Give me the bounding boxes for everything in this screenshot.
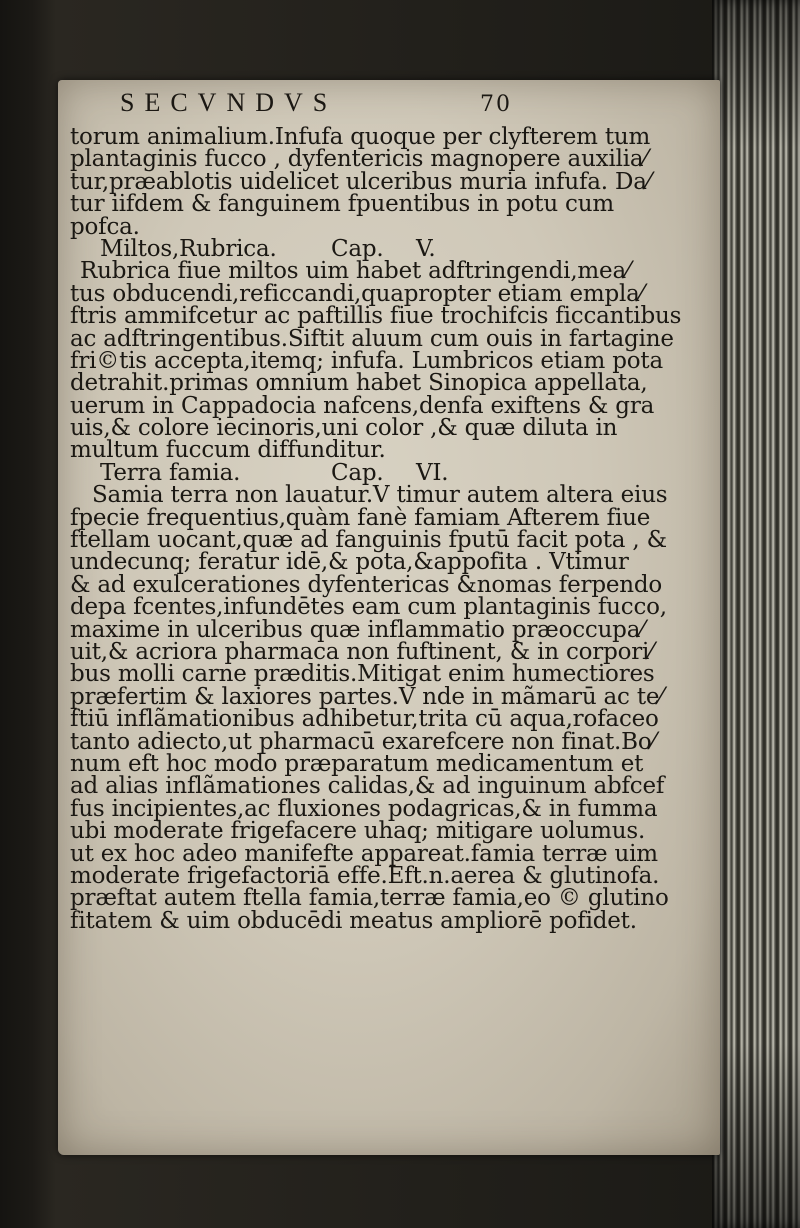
text-line: torum animalium.Infufa quoque per clyfterem tum [70,124,651,150]
text-line: ad alias inflãmationes calidas,& ad inguinum abfcef [70,773,665,800]
text-line: fpecie frequentius,quàm fanè famiam Afterem fiue [70,504,651,531]
text-line: fitatem & uim obducēdi meatus ampliorē pofidet. [70,907,637,934]
text-line: præftat autem ftella famia,terræ famia,eo © glutino [70,885,669,912]
text-line: tanto adiecto,ut pharmacū exarefcere non finat.Bo⁄ [70,728,656,755]
text-line: uit,& acriora pharmaca non fuftinent, & in corpori⁄ [70,638,653,665]
text-line: ut ex hoc adeo manifefte appareat.famia terræ uim [70,840,658,867]
text-line: ftellam uocant,quæ ad fanguinis fputū facit pota , & [70,527,667,554]
text-line: ftiū inflãmationibus adhibetur,trita cū aqua,rofaceo [70,706,659,733]
text-line: ftris ammifcetur ac paftillis fiue trochifcis ficcantibus [70,303,682,330]
text-line: & ad exulcerationes dyfentericas &nomas ferpendo [70,571,663,598]
text-line: num eft hoc modo præparatum medicamentum et [70,750,644,777]
text-line: fus incipientes,ac fluxiones podagricas,& in fumma [70,795,658,822]
text-line: depa fcentes,infundētes eam cum plantaginis fucco, [70,594,667,621]
text-line: detrahit.primas omnium habet Sinopica appellata, [70,370,648,397]
text-line: uerum in Cappadocia nafcens,denfa exiftens & gra [70,392,655,419]
chapter-heading-6 [70,459,710,486]
text-line: uis,& colore iecinoris,uni color ,& quæ diluta in [70,415,618,442]
text-line: undecunq; feratur idē,& pota,&appofita . Vtimur [70,549,629,576]
text-line: Rubrica fiue miltos uim habet adftringendi,mea⁄ [80,258,630,285]
text-line: moderate frigefactoriā effe.Eft.n.aerea & glutinofa. [70,862,660,889]
gutter-shadow [712,0,800,1228]
text-line: fri©tis accepta,itemq; infufa. Lumbricos etiam pota [70,347,663,374]
text-line: pofca. [70,213,140,240]
chapter-heading-number: V. [416,235,436,262]
running-title: SECVNDVS [120,88,338,117]
page-number: 70 [480,92,512,117]
page-text [70,88,710,932]
text-line: tus obducendi,reficcandi,quapropter etiam empla⁄ [70,280,644,307]
text-line: ubi moderate frigefacere uhaq; mitigare uolumus. [70,818,646,845]
text-line: Samia terra non lauatur.V timur autem altera eius [92,482,668,509]
text-line: bus molli carne præditis.Mitigat enim humectiores [70,661,655,688]
text-line: ac adftringentibus.Siftit aluum cum ouis in fartagine [70,325,674,352]
chapter-heading-cap: Cap. [331,235,384,262]
text-line: tur iifdem & fanguinem fpuentibus in potu cum [70,191,614,218]
text-line: multum fuccum diffunditur. [70,437,386,464]
text-line: plantaginis fucco , dyfentericis magnopere auxilia⁄ [70,146,648,173]
chapter-heading-cap: Cap. [331,459,384,486]
text-line: præfertim & laxiores partes.V nde in mãmarū ac te⁄ [70,683,663,710]
text-line: maxime in ulceribus quæ inflammatio præoccupa⁄ [70,616,644,643]
chapter-heading-number: VI. [416,459,449,486]
chapter-heading-5 [70,235,710,262]
chapter-heading-name: Terra famia. [100,459,241,486]
text-line: tur,præablotis uidelicet ulceribus muria infufa. Da⁄ [70,168,651,195]
running-head [70,88,710,124]
chapter-heading-name: Miltos,Rubrica. [100,235,277,262]
